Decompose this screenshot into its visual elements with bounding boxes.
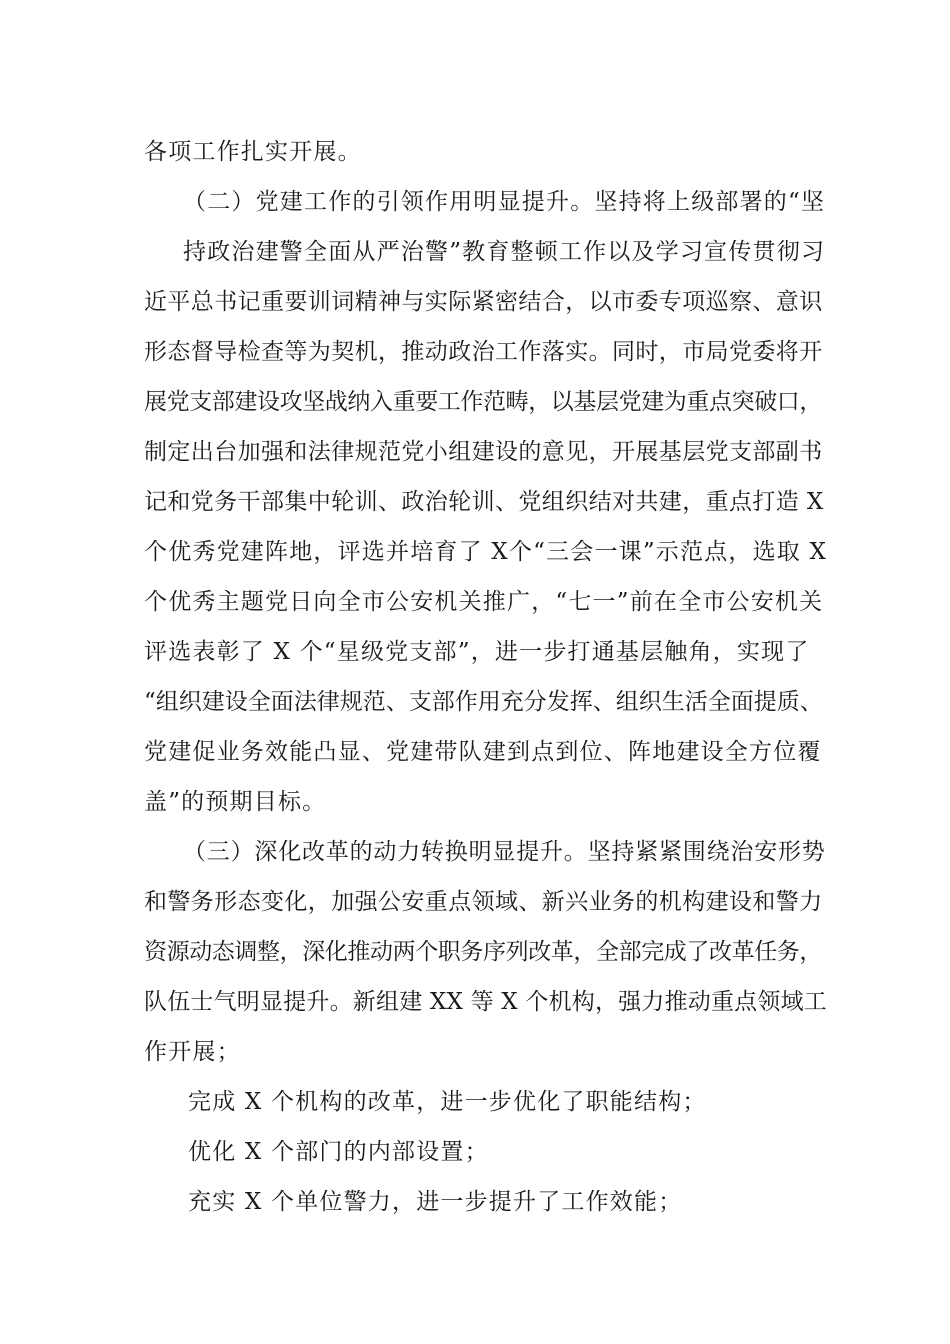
text-line-3: 持政治建警全面从严治警”教育整顿工作以及学习宣传贯彻习 [183, 239, 826, 265]
text-line-5: 形态督导检查等为契机，推动政治工作落实。同时，市局党委将开 [144, 339, 823, 365]
text-line-19: 作开展； [144, 1039, 241, 1065]
text-line-8: 记和党务干部集中轮训、政治轮训、党组织结对共建，重点打造 X [144, 489, 824, 515]
text-line-13: 党建促业务效能凸显、党建带队建到点到位、阵地建设全方位覆 [144, 739, 822, 765]
text-line-14: 盖”的预期目标。 [144, 789, 327, 815]
text-line-16: 和警务形态变化，加强公安重点领域、新兴业务的机构建设和警力 [144, 889, 823, 915]
text-line-9: 个优秀党建阵地，评选并培育了 X个“三会一课”示范点，选取 X [144, 539, 828, 565]
text-line-20: 完成 X 个机构的改革，进一步优化了职能结构； [188, 1089, 707, 1115]
text-line-10: 个优秀主题党日向全市公安机关推广，“七一”前在全市公安机关 [144, 589, 824, 615]
text-line-7: 制定出台加强和法律规范党小组建设的意见，开展基层党支部副书 [144, 439, 823, 465]
text-line-15: （三）深化改革的动力转换明显提升。坚持紧紧围绕治安形势 [183, 839, 826, 865]
text-line-2: （二）党建工作的引领作用明显提升。坚持将上级部署的“坚 [183, 189, 826, 215]
text-line-18: 队伍士气明显提升。新组建 XX 等 X 个机构，强力推动重点领域工 [144, 989, 827, 1015]
text-line-22: 充实 X 个单位警力，进一步提升了工作效能； [188, 1189, 683, 1215]
text-line-12: “组织建设全面法律规范、支部作用充分发挥、组织生活全面提质、 [144, 689, 823, 715]
text-line-21: 优化 X 个部门的内部设置； [188, 1139, 489, 1165]
text-line-4: 近平总书记重要训词精神与实际紧密结合，以市委专项巡察、意识 [144, 289, 823, 315]
text-line-17: 资源动态调整，深化推动两个职务序列改革，全部完成了改革任务， [144, 939, 823, 965]
text-line-11: 评选表彰了 X 个“星级党支部”，进一步打通基层触角，实现了 [144, 639, 810, 665]
text-line-1: 各项工作扎实开展。 [144, 139, 362, 165]
text-line-6: 展党支部建设攻坚战纳入重要工作范畴，以基层党建为重点突破口， [144, 389, 823, 415]
